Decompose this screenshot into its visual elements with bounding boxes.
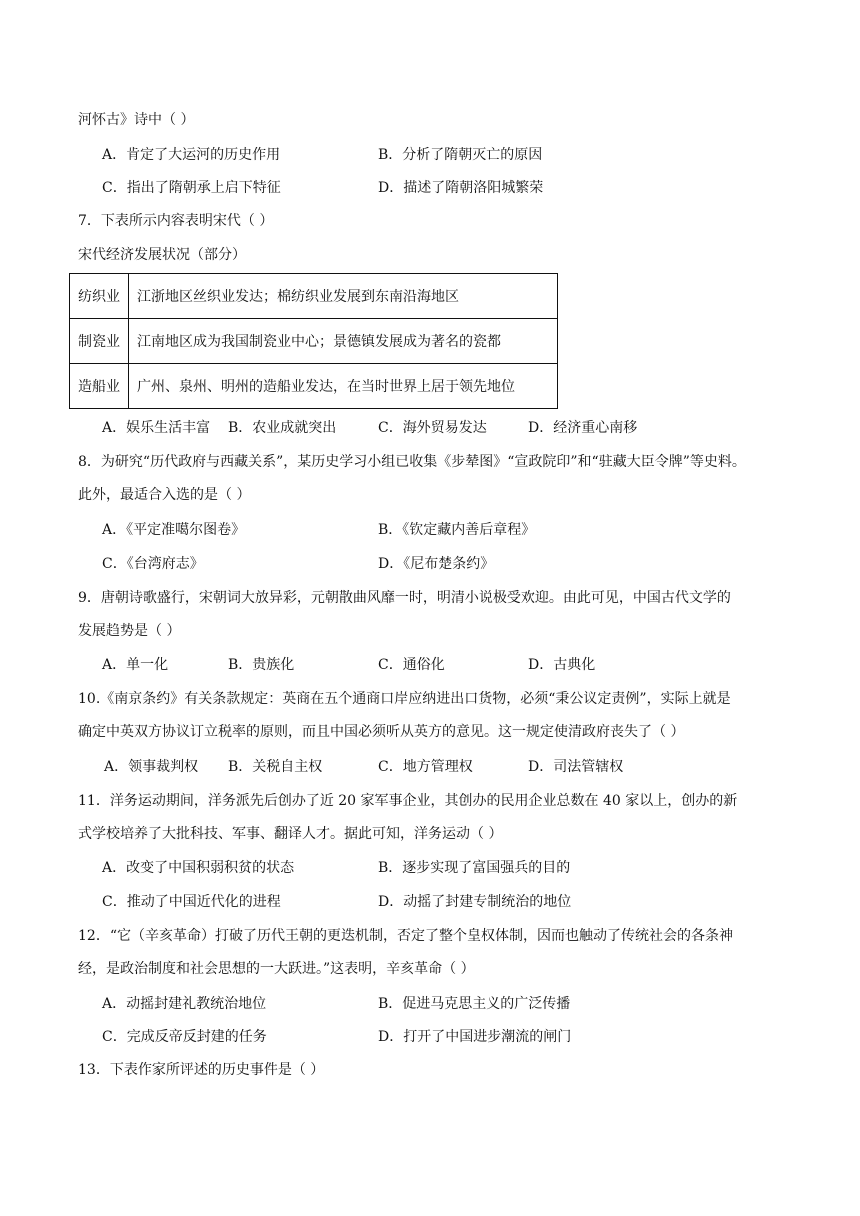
q7-table <box>69 273 558 409</box>
q7-option-c: C．海外贸易发达 <box>378 420 487 436</box>
table-row <box>70 319 558 364</box>
q9-option-c: C．通俗化 <box>378 657 445 673</box>
q11-stem-line-1: 11．洋务运动期间，洋务派先后创办了近 20 家军事企业，其创办的民用企业总数在 40 家以上，创办的新 <box>78 793 738 809</box>
q10-stem-line-2: 确定中英双方协议订立税率的原则，而且中国必须听从英方的意见。这一规定使清政府丧失了（ ） <box>78 724 685 740</box>
table-cell-value: 江南地区成为我国制瓷业中心；景德镇发展成为著名的瓷都 <box>129 319 558 364</box>
q8-option-c: C．《台湾府志》 <box>102 556 204 572</box>
q12-stem-line-1: 12．“它（辛亥革命）打破了历代王朝的更迭机制，否定了整个皇权体制，因而也触动了传统社会的各条神 <box>78 928 733 944</box>
q9-option-a: A．单一化 <box>102 657 169 673</box>
q7-stem: 7．下表所示内容表明宋代（ ） <box>78 213 274 229</box>
q11-option-b: B．逐步实现了富国强兵的目的 <box>378 860 571 876</box>
q11-stem-line-2: 式学校培养了大批科技、军事、翻译人才。据此可知，洋务运动（ ） <box>78 826 503 842</box>
q12-option-c: C．完成反帝反封建的任务 <box>102 1029 267 1045</box>
table-cell-value: 广州、泉州、明州的造船业发达，在当时世界上居于领先地位 <box>129 364 558 409</box>
q8-stem-line-2: 此外，最适合入选的是（ ） <box>78 487 251 503</box>
q10-option-a: A．领事裁判权 <box>104 759 199 775</box>
q6-option-b: B．分析了隋朝灭亡的原因 <box>378 147 543 163</box>
table-cell-key: 造船业 <box>70 364 129 409</box>
q6-option-d: D．描述了隋朝洛阳城繁荣 <box>378 180 544 196</box>
q12-option-d: D．打开了中国进步潮流的闸门 <box>378 1029 572 1045</box>
table-cell-key: 制瓷业 <box>70 319 129 364</box>
q9-option-d: D．古典化 <box>528 657 596 673</box>
q7-table-title: 宋代经济发展状况（部分） <box>78 247 246 263</box>
q7-option-a: A．娱乐生活丰富 <box>102 420 211 436</box>
q9-stem-line-1: 9．唐朝诗歌盛行，宋朝词大放异彩，元朝散曲风靡一时，明清小说极受欢迎。由此可见，中国古代文学的 <box>78 590 731 606</box>
q7-option-d: D．经济重心南移 <box>528 420 638 436</box>
q12-stem-line-2: 经，是政治制度和社会思想的一大跃进。”这表明，辛亥革命（ ） <box>78 961 475 977</box>
q6-option-c: C．指出了隋朝承上启下特征 <box>102 180 281 196</box>
table-cell-key: 纺织业 <box>70 274 129 319</box>
q10-option-c: C．地方管理权 <box>378 759 473 775</box>
q11-option-a: A．改变了中国积弱积贫的状态 <box>102 860 295 876</box>
q9-option-b: B．贵族化 <box>228 657 295 673</box>
q6-stem-tail: 河怀古》诗中（ ） <box>78 112 195 128</box>
table-row <box>70 364 558 409</box>
q9-stem-line-2: 发展趋势是（ ） <box>78 623 181 639</box>
q6-option-a: A．肯定了大运河的历史作用 <box>102 147 281 163</box>
q12-option-b: B．促进马克思主义的广泛传播 <box>378 996 571 1012</box>
q8-stem-line-1: 8．为研究“历代政府与西藏关系”，某历史学习小组已收集《步辇图》“宣政院印”和“驻藏大臣令牌”等史料。 <box>78 454 746 470</box>
table-row <box>70 274 558 319</box>
q10-stem-line-1: 10.《南京条约》有关条款规定：英商在五个通商口岸应纳进出口货物，必须“秉公议定责例”，实际上就是 <box>78 691 731 707</box>
table-cell-value: 江浙地区丝织业发达；棉纺织业发展到东南沿海地区 <box>129 274 558 319</box>
q11-option-c: C．推动了中国近代化的进程 <box>102 894 281 910</box>
q8-option-b: B．《钦定藏内善后章程》 <box>378 522 536 538</box>
q8-option-d: D．《尼布楚条约》 <box>378 556 495 572</box>
q13-stem: 13．下表作家所评述的历史事件是（ ） <box>78 1062 325 1078</box>
q10-option-d: D．司法管辖权 <box>528 759 624 775</box>
q7-option-b: B．农业成就突出 <box>228 420 337 436</box>
q8-option-a: A．《平定准噶尔图卷》 <box>102 522 246 538</box>
q10-option-b: B．关税自主权 <box>228 759 323 775</box>
q11-option-d: D．动摇了封建专制统治的地位 <box>378 894 572 910</box>
q12-option-a: A．动摇封建礼教统治地位 <box>102 996 267 1012</box>
